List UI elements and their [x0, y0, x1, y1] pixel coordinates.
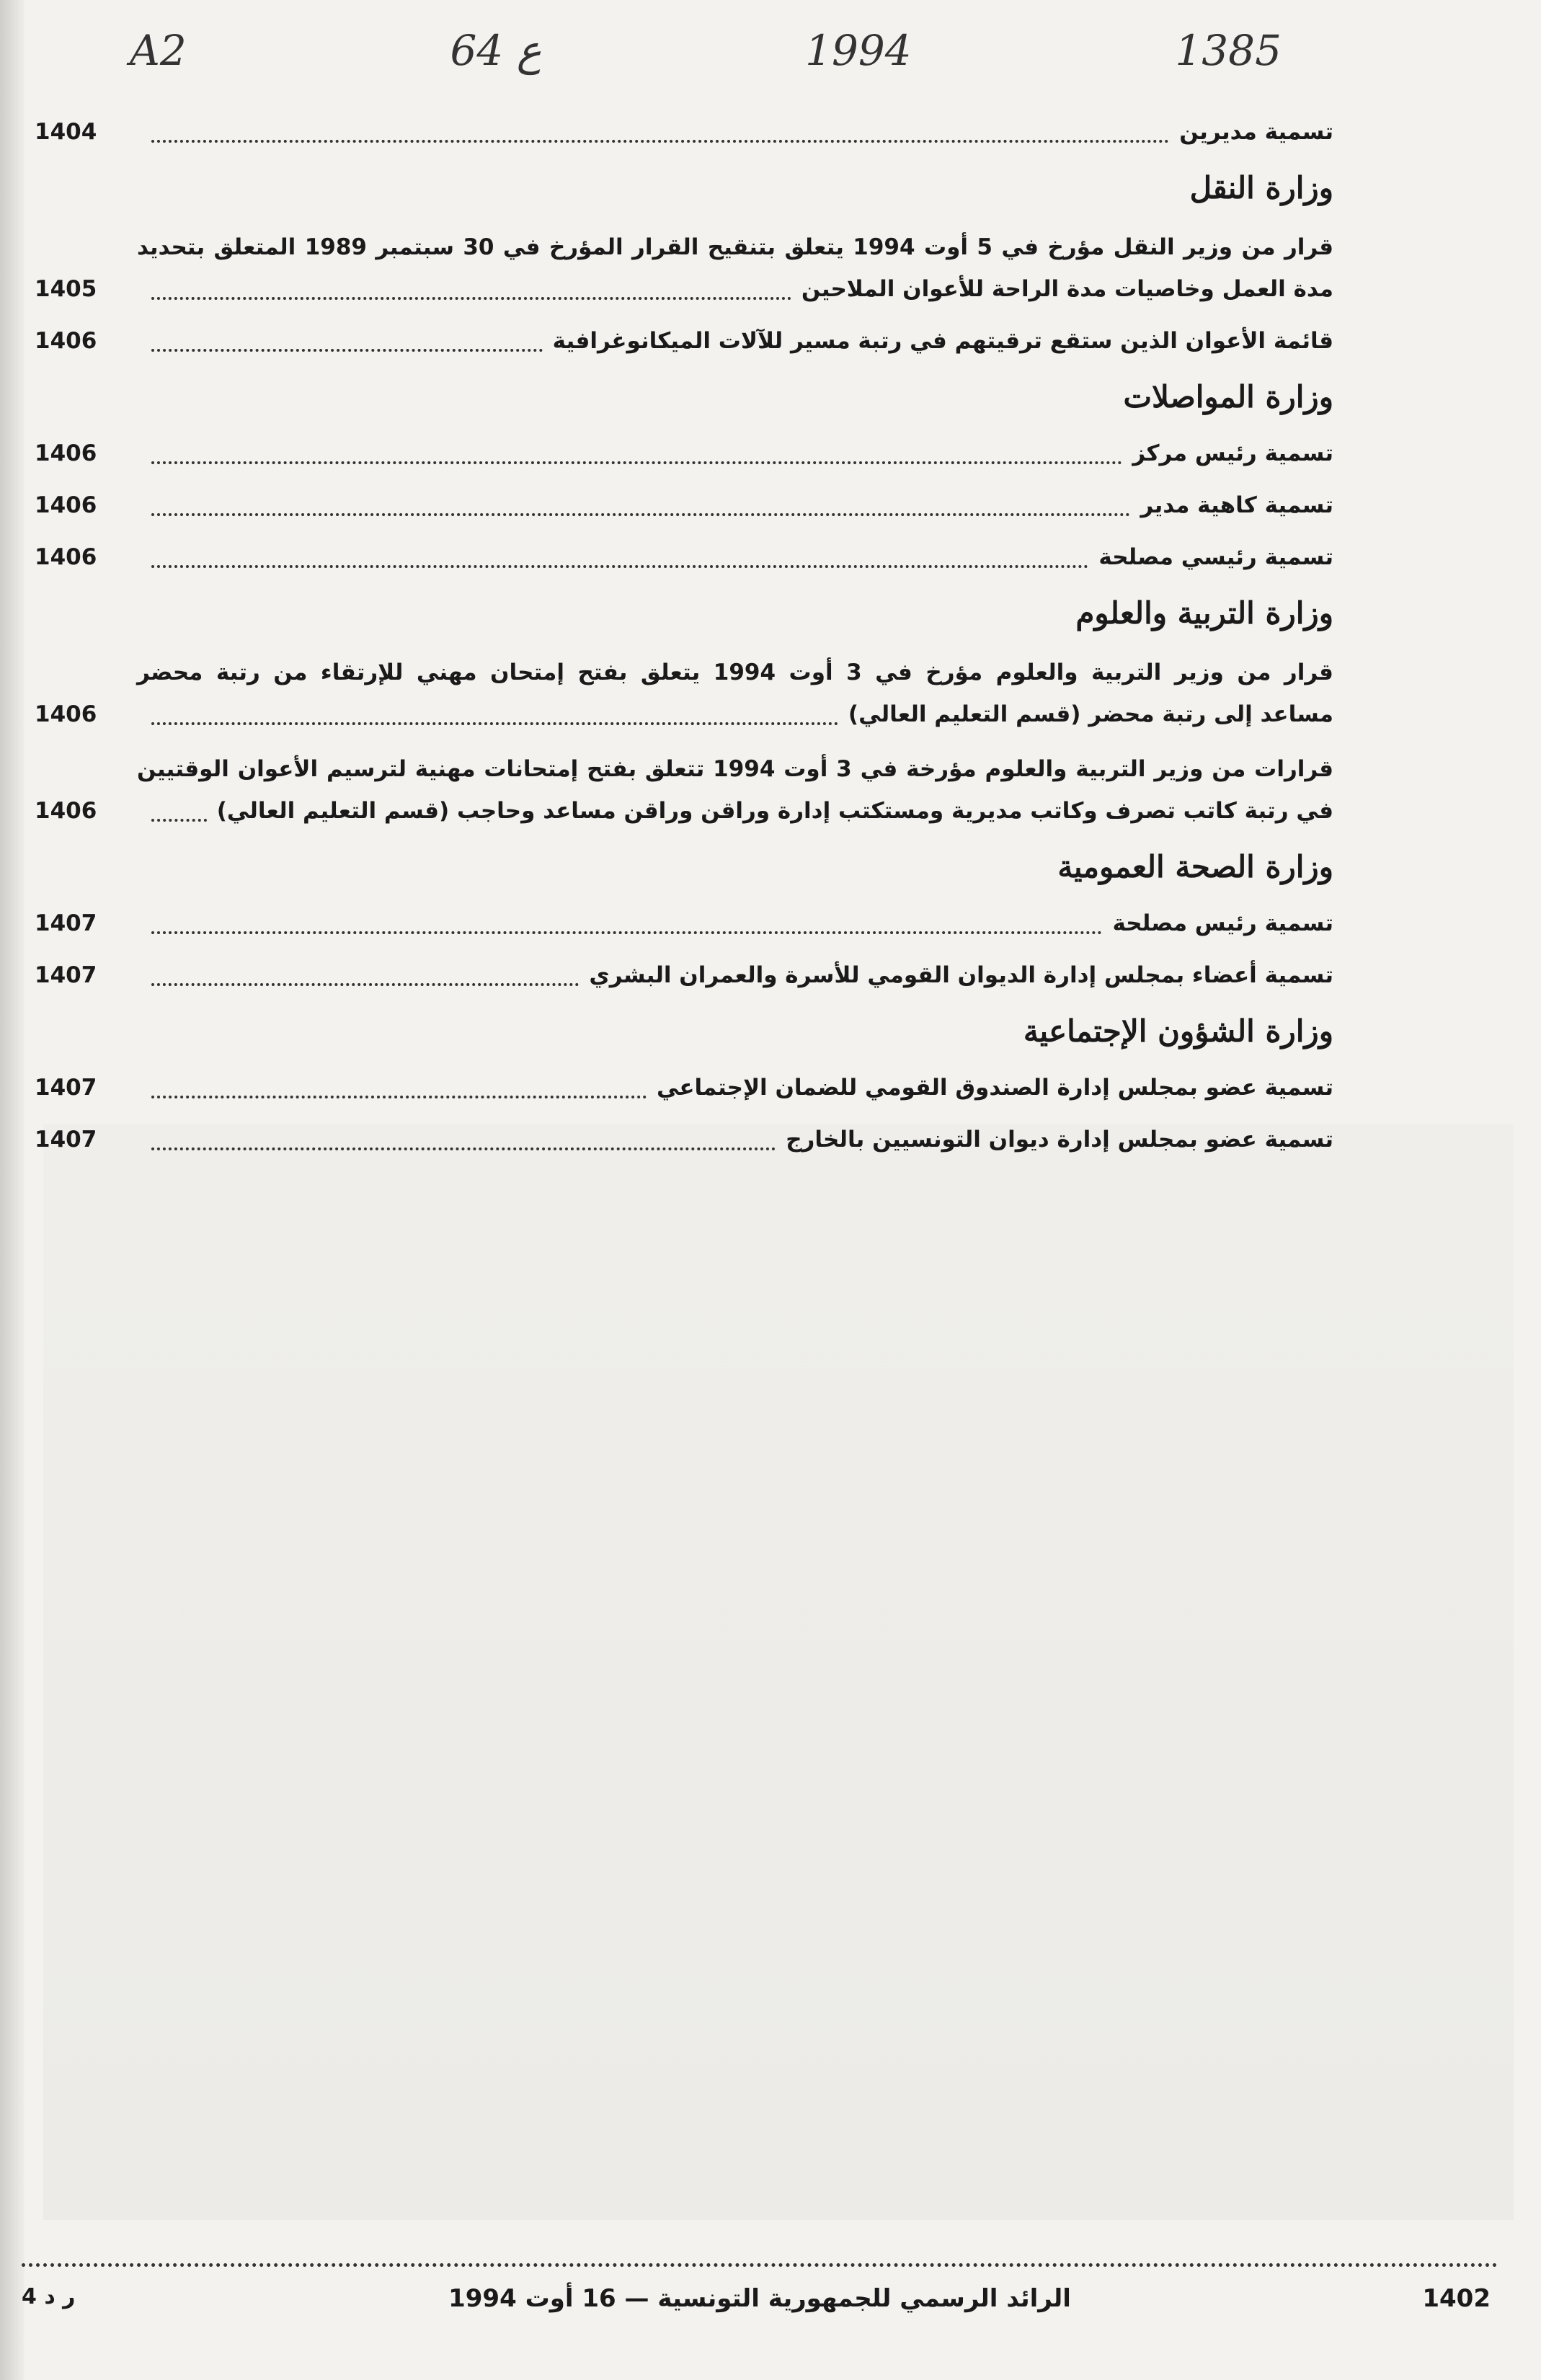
- dot-leader: [151, 1147, 776, 1150]
- footer-title: الرائد الرسمي للجمهورية التونسية — 16 أوت 1994: [448, 2284, 1071, 2313]
- toc-entry-multiline: [29, 748, 1333, 832]
- toc-entry-page: 1407: [35, 1075, 97, 1101]
- toc-entry-text: تسمية أعضاء بمجلس إدارة الديوان القومي للأسرة والعمران البشري: [589, 962, 1333, 988]
- dot-leader: [151, 722, 838, 725]
- toc-entry: [29, 1119, 1333, 1160]
- toc-entry-multiline: [29, 652, 1333, 735]
- toc-entry-page: 1406: [35, 492, 97, 518]
- toc-entry: [29, 693, 1333, 735]
- toc-entry: [29, 954, 1333, 996]
- dot-leader: [151, 461, 1122, 464]
- toc-entry-text: قائمة الأعوان الذين ستقع ترقيتهم في رتبة مسير للآلات الميكانوغرافية: [552, 328, 1333, 354]
- toc-entry: [29, 790, 1333, 832]
- toc-entry: [29, 432, 1333, 474]
- toc-entry: [29, 268, 1333, 310]
- toc-entry-page: 1406: [35, 328, 97, 354]
- toc-entry-page: 1405: [35, 276, 97, 302]
- toc-entry-text: مساعد إلى رتبة محضر (قسم التعليم العالي): [848, 701, 1333, 727]
- handwritten-note-d: 1385: [1175, 26, 1282, 75]
- dot-leader: [151, 565, 1088, 568]
- toc-entry-page: 1404: [35, 119, 97, 145]
- footer-page-number: 1402: [1422, 2284, 1491, 2313]
- footer-left-fragment: ر د 4: [22, 2284, 76, 2309]
- toc-entry-text: تسمية رئيسي مصلحة: [1098, 544, 1333, 570]
- section-heading: وزارة الصحة العمومية: [1057, 849, 1333, 884]
- dot-leader: [151, 1096, 647, 1098]
- toc-entry-text: مدة العمل وخاصيات مدة الراحة للأعوان الملاحين: [801, 276, 1333, 302]
- section-heading: وزارة الشؤون الإجتماعية: [1023, 1013, 1333, 1049]
- toc-entry-multiline: [29, 226, 1333, 310]
- toc-entry-text: تسمية كاهية مدير: [1140, 492, 1333, 518]
- section-heading: وزارة المواصلات: [1123, 379, 1333, 414]
- toc-entry-page: 1407: [35, 910, 97, 936]
- dot-leader: [151, 349, 543, 352]
- toc-entry-page: 1406: [35, 440, 97, 466]
- toc-entry-line: قرار من وزير النقل مؤرخ في 5 أوت 1994 يتعلق بتنقيح القرار المؤرخ في 30 سبتمبر 1989 المتعلق بتحديد: [137, 234, 1333, 260]
- toc-entry-line: قرارات من وزير التربية والعلوم مؤرخة في 3 أوت 1994 تتعلق بفتح إمتحانات مهنية لترسيم الأعوان الوقتيين: [137, 756, 1333, 782]
- toc-entry-text: في رتبة كاتب تصرف وكاتب مديرية ومستكتب إدارة وراقن وراقن مساعد وحاجب (قسم التعليم العالي): [216, 798, 1333, 824]
- toc-entry-line: قرار من وزير التربية والعلوم مؤرخ في 3 أوت 1994 يتعلق بفتح إمتحان مهني للإرتقاء من رتبة محضر: [137, 660, 1333, 685]
- dot-leader: [151, 297, 791, 300]
- toc-entry-page: 1407: [35, 962, 97, 988]
- dot-leader: [151, 140, 1169, 143]
- page-footer: [22, 2263, 1498, 2325]
- section-heading: وزارة التربية والعلوم: [1075, 595, 1333, 631]
- bleed-through-region: [43, 1124, 1514, 2220]
- toc-entry: [29, 111, 1333, 153]
- toc-entry-text: تسمية مديرين: [1179, 119, 1333, 145]
- toc-entry: [29, 536, 1333, 578]
- toc-entry: [29, 320, 1333, 362]
- page-binding-edge: [0, 0, 25, 2380]
- toc-entry: [29, 902, 1333, 944]
- toc-entry-text: تسمية رئيس مركز: [1132, 440, 1333, 466]
- toc-entry-page: 1406: [35, 798, 97, 824]
- dot-leader: [151, 819, 207, 822]
- toc-entry-text: تسمية عضو بمجلس إدارة ديوان التونسيين بالخارج: [786, 1127, 1333, 1153]
- handwritten-note-a: A2: [130, 26, 187, 75]
- dot-leader: [151, 513, 1130, 516]
- toc-entry: [29, 484, 1333, 526]
- toc-entry-page: 1407: [35, 1127, 97, 1153]
- table-of-contents: [29, 101, 1333, 1160]
- section-heading: وزارة النقل: [1189, 170, 1333, 205]
- toc-entry-text: تسمية رئيس مصلحة: [1112, 910, 1333, 936]
- handwritten-note-b: 64 ع: [450, 26, 542, 75]
- toc-entry-page: 1406: [35, 701, 97, 727]
- dot-leader: [151, 983, 579, 986]
- handwritten-note-c: 1994: [805, 26, 912, 75]
- toc-entry: [29, 1067, 1333, 1109]
- dot-leader: [151, 931, 1102, 934]
- toc-entry-text: تسمية عضو بمجلس إدارة الصندوق القومي للضمان الإجتماعي: [657, 1075, 1333, 1101]
- handwritten-annotations: [130, 22, 1282, 79]
- toc-entry-page: 1406: [35, 544, 97, 570]
